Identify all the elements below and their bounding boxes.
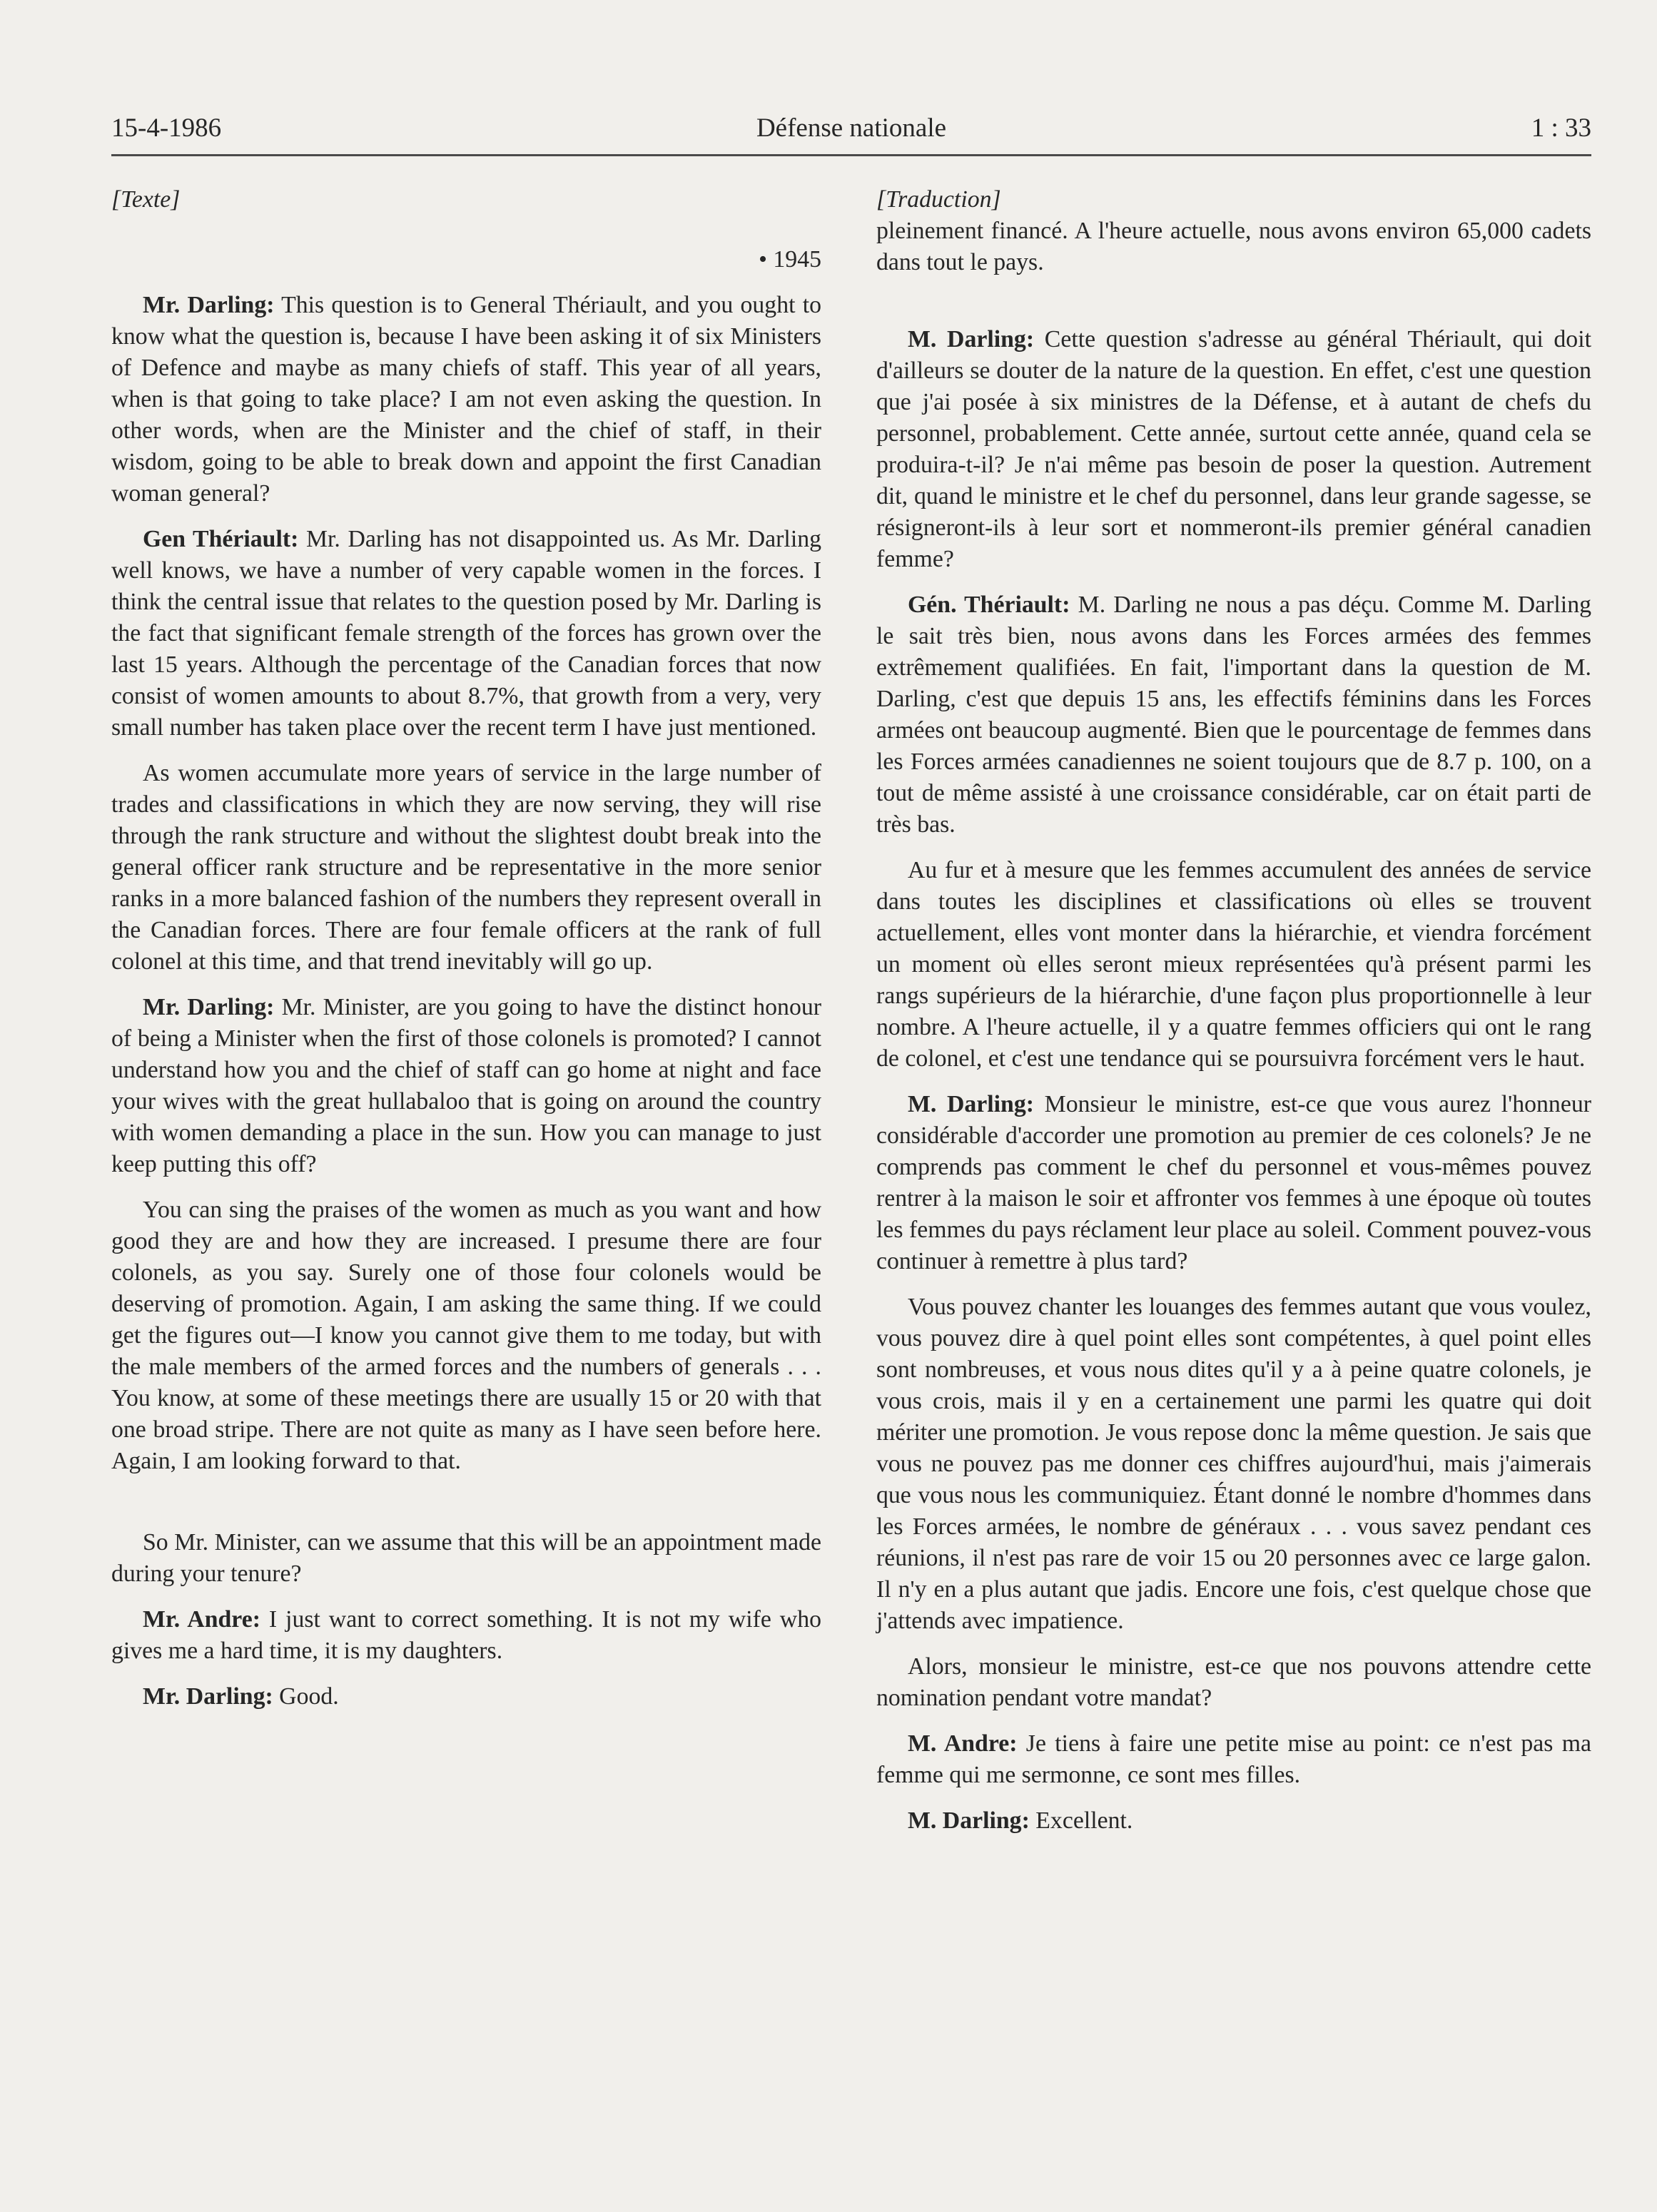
paragraph xyxy=(876,215,1591,278)
french-column xyxy=(876,184,1591,1851)
speech-text: I just want to correct something. It is not my wife who gives me a hard time, it is my daughters. xyxy=(111,1606,821,1664)
speaker: Mr. Darling: xyxy=(143,1683,273,1710)
header-page-number: 1 : 33 xyxy=(1531,113,1591,143)
paragraph xyxy=(111,1194,821,1477)
paragraph xyxy=(111,1527,821,1590)
column-tag: [Texte] xyxy=(111,186,181,213)
paragraph xyxy=(111,758,821,978)
speech-text: Alors, monsieur le ministre, est-ce que nos pouvons attendre cette nomination pendant votre mandat? xyxy=(876,1653,1591,1711)
speech-text: So Mr. Minister, can we assume that this will be an appointment made during your tenure? xyxy=(111,1529,821,1587)
page-header xyxy=(111,104,1591,156)
speech-text: This question is to General Thériault, and you ought to know what the question is, because I have been asking it of six Ministers of Defence and maybe as many chiefs of staff. This year of all years, when is that going to take place? I am not even asking the question. In other words, when are the Minister and the chief of staff, in their wisdom, going to be able to break down and appoint the first Canadian woman general? xyxy=(111,292,822,507)
speaker: Mr. Darling: xyxy=(143,292,275,318)
speech-text: Excellent. xyxy=(1029,1807,1133,1834)
speaker: Mr. Andre: xyxy=(143,1606,260,1633)
paragraph xyxy=(111,290,821,509)
speech-text: Good. xyxy=(273,1683,339,1710)
paragraph xyxy=(876,324,1591,575)
speaker: Mr. Darling: xyxy=(143,994,275,1020)
speech-text: Cette question s'adresse au général Thériault, qui doit d'ailleurs se douter de la nature de la question. En effet, c'est une question que j'ai posée à six ministres de la Défense, et à autant de chefs du personnel, probablement. Cette année, surtout cette année, quand cela se produira-t-il? Je n'ai même pas besoin de poser la question. Autrement dit, quand le ministre et le chef du personnel, dans leur grande sagesse, se résigneront-ils à leur sort et nommeront-ils premier général canadien femme? xyxy=(876,326,1591,572)
speech-text: Je tiens à faire une petite mise au point: ce n'est pas ma femme qui me sermonne, ce sont mes filles. xyxy=(876,1730,1592,1788)
paragraph xyxy=(876,855,1591,1075)
speaker: Gen Thériault: xyxy=(143,526,299,552)
header-date: 15-4-1986 xyxy=(111,113,222,143)
column-tag: [Traduction] xyxy=(876,186,1001,213)
paragraph xyxy=(876,1089,1591,1277)
speech-text: Au fur et à mesure que les femmes accumulent des années de service dans toutes les disciplines et classifications où elles se trouvent actuellement, elles vont monter dans la hiérarchie, et viendra forcément un moment où elles seront mieux représentées qu'à présent parmi les rangs supérieurs de la hiérarchie, d'une façon plus proportionnelle à leur nombre. A l'heure actuelle, il y a quatre femmes officiers qui ont le rang de colonel, et c'est une tendance qui se poursuivra forcément vers le haut. xyxy=(876,857,1591,1072)
paragraph xyxy=(111,992,821,1180)
speaker: M. Darling: xyxy=(908,326,1035,352)
header-title: Défense nationale xyxy=(756,113,947,143)
paragraph xyxy=(876,1805,1591,1837)
paragraph xyxy=(111,524,821,744)
paragraph xyxy=(876,589,1591,841)
speech-text: You can sing the praises of the women as much as you want and how good they are and how they are increased. I presume there are four colonels, as you say. Surely one of those four colonels would be deserving of promotion. Again, I am asking the same thing. If we could get the figures out—I know you cannot give them to me today, but with the male members of the armed forces and the numbers of generals . . . You know, at some of these meetings there are usually 15 or 20 with that one broad stripe. There are not quite as many as I have seen before here. Again, I am looking forward to that. xyxy=(111,1197,821,1474)
speaker: M. Darling: xyxy=(908,1807,1030,1834)
speaker: Gén. Thériault: xyxy=(908,592,1070,618)
paragraph xyxy=(876,1728,1591,1791)
speech-text: pleinement financé. A l'heure actuelle, nous avons environ 65,000 cadets dans tout le pays. xyxy=(876,218,1591,275)
speaker: M. Andre: xyxy=(908,1730,1018,1757)
speaker: M. Darling: xyxy=(908,1091,1035,1117)
speech-text: M. Darling ne nous a pas déçu. Comme M. Darling le sait très bien, nous avons dans les Forces armées des femmes extrêmement qualifiées. En fait, l'important dans la question de M. Darling, c'est que depuis 15 ans, les effectifs féminins dans les Forces armées ont beaucoup augmenté. Bien que le pourcentage de femmes dans les Forces armées canadiennes ne soient toujours que de 8.7 p. 100, on a tout de même assisté à une croissance considérable, car on était parti de très bas. xyxy=(876,592,1591,838)
paragraph xyxy=(111,1681,821,1713)
speech-text: Monsieur le ministre, est-ce que vous aurez l'honneur considérable d'accorder une promotion au premier de ces colonels? Je ne comprends pas comment le chef du personnel et vous-mêmes pouvez rentrer à la maison le soir et affronter vos femmes à une époque où toutes les femmes du pays réclament leur place au soleil. Comment pouvez-vous continuer à remettre à plus tard? xyxy=(876,1091,1591,1274)
speech-text: Mr. Minister, are you going to have the distinct honour of being a Minister when the first of those colonels is promoted? I cannot understand how you and the chief of staff can go home at night and face your wives with the great hullabaloo that is going on around the country with women demanding a place in the sun. How you can manage to just keep putting this off? xyxy=(111,994,821,1177)
paragraph xyxy=(111,1604,821,1667)
speech-text: Vous pouvez chanter les louanges des femmes autant que vous voulez, vous pouvez dire à quel point elles sont compétentes, à quel point elles sont nombreuses, et vous nous dites qu'il y a à peine quatre colonels, je vous crois, mais il y en a certainement une parmi les quatre qui doit mériter une promotion. Je vous repose donc la même question. Je sais que vous ne pouvez pas me donner ces chiffres aujourd'hui, mais j'aimerais que vous nous les communiquiez. Étant donné le nombre d'hommes dans les Forces armées, le nombre de généraux . . . vous savez pendant ces réunions, il n'est pas rare de voir 15 ou 20 personnes avec ce large galon. Il n'y en a plus autant que jadis. Encore une fois, c'est quelque chose que j'attends avec impatience. xyxy=(876,1294,1591,1634)
paragraph xyxy=(876,1292,1591,1637)
english-column xyxy=(111,184,821,1727)
timestamp: • 1945 xyxy=(759,246,821,273)
speech-text: Mr. Darling has not disappointed us. As Mr. Darling well knows, we have a number of very capable women in the forces. I think the central issue that relates to the question posed by Mr. Darling is the fact that significant female strength of the forces has grown over the last 15 years. Although the percentage of the Canadian forces that now consist of women amounts to about 8.7%, that growth from a very, very small number has taken place over the recent term I have just mentioned. xyxy=(111,526,822,741)
speech-text: As women accumulate more years of service in the large number of trades and classifications in which they are now serving, they will rise through the rank structure and without the slightest doubt break into the general officer rank structure and be representative in the more senior ranks in a more balanced fashion of the numbers they represent overall in the Canadian forces. There are four female officers at the rank of full colonel at this time, and that trend inevitably will go up. xyxy=(111,760,821,975)
paragraph xyxy=(876,1651,1591,1714)
